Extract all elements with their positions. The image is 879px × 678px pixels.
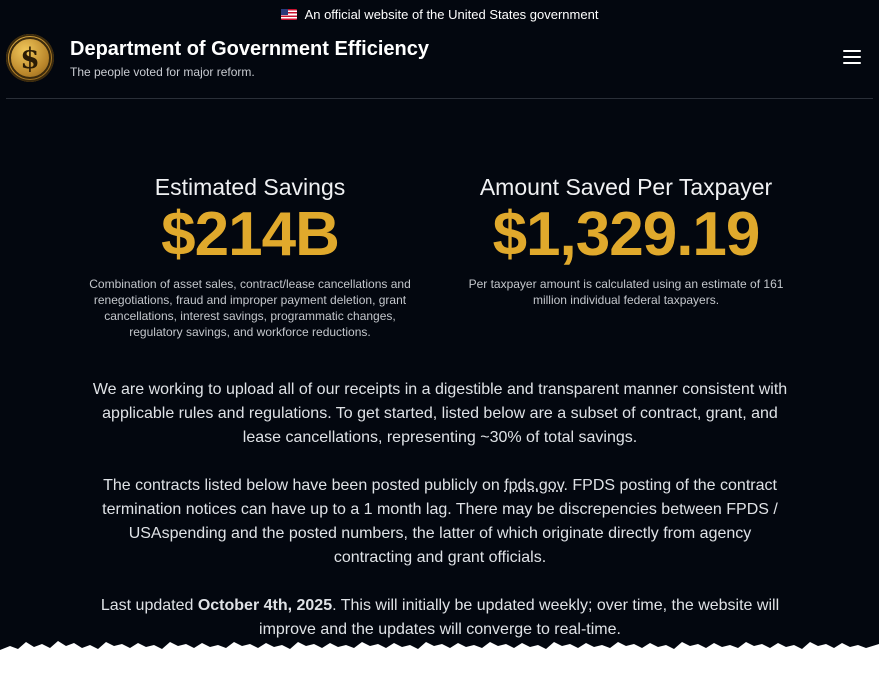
fpds-text-after: . FPDS posting of the contract termination notices can have up to a 1 month lag. There may be discrepencies between FPDS / USAspending and the posted numbers, the latter of which originate directly from agency contracting and grant officials.: [102, 477, 778, 566]
site-subtitle: The people voted for major reform.: [70, 65, 255, 79]
estimated-savings-stat: [80, 172, 420, 340]
intro-paragraph: We are working to upload all of our receipts in a digestible and transparent manner consistent with applicable rules and regulations. To get started, listed below are a subset of contract, grant, and lease cancellations, representing ~30% of total savings.: [92, 381, 788, 446]
per-taxpayer-stat: [455, 172, 797, 308]
gov-banner: [0, 0, 879, 28]
header-divider: [6, 98, 873, 99]
stat-value: $1,329.19: [492, 200, 760, 269]
stat-label: Amount Saved Per Taxpayer: [479, 174, 773, 200]
stat-note: Per taxpayer amount is calculated using an estimate of 161 million individual federal taxpayers.: [468, 277, 784, 307]
site-header: [0, 31, 879, 99]
fpds-text-before: The contracts listed below have been posted publicly on: [103, 477, 505, 494]
stat-value: $214B: [161, 200, 339, 269]
gov-banner-text: An official website of the United States government: [304, 6, 599, 22]
updated-text-before: Last updated: [100, 597, 198, 614]
last-updated-date: October 4th, 2025: [197, 597, 333, 614]
site-title[interactable]: Department of Government Efficiency: [70, 38, 429, 60]
fpds-paragraph: [90, 474, 790, 570]
updated-text-after: . This will initially be updated weekly; over time, the website will improve and the updates will converge to real-time.: [259, 597, 780, 638]
last-updated-paragraph: [90, 594, 790, 642]
hamburger-menu-icon[interactable]: [843, 50, 861, 66]
stat-label: Estimated Savings: [154, 174, 346, 200]
dollar-coin-icon[interactable]: [6, 34, 54, 82]
stat-note: Combination of asset sales, contract/lease cancellations and renegotiations, fraud and improper payment deletion, grant cancellations, interest savings, programmatic changes, regulatory savings, and workforce reductions.: [89, 277, 411, 339]
us-flag-icon: [281, 9, 297, 20]
torn-edge: [0, 636, 879, 678]
fpds-link[interactable]: fpds.gov: [504, 477, 564, 494]
logo-glyph: $: [9, 37, 51, 79]
